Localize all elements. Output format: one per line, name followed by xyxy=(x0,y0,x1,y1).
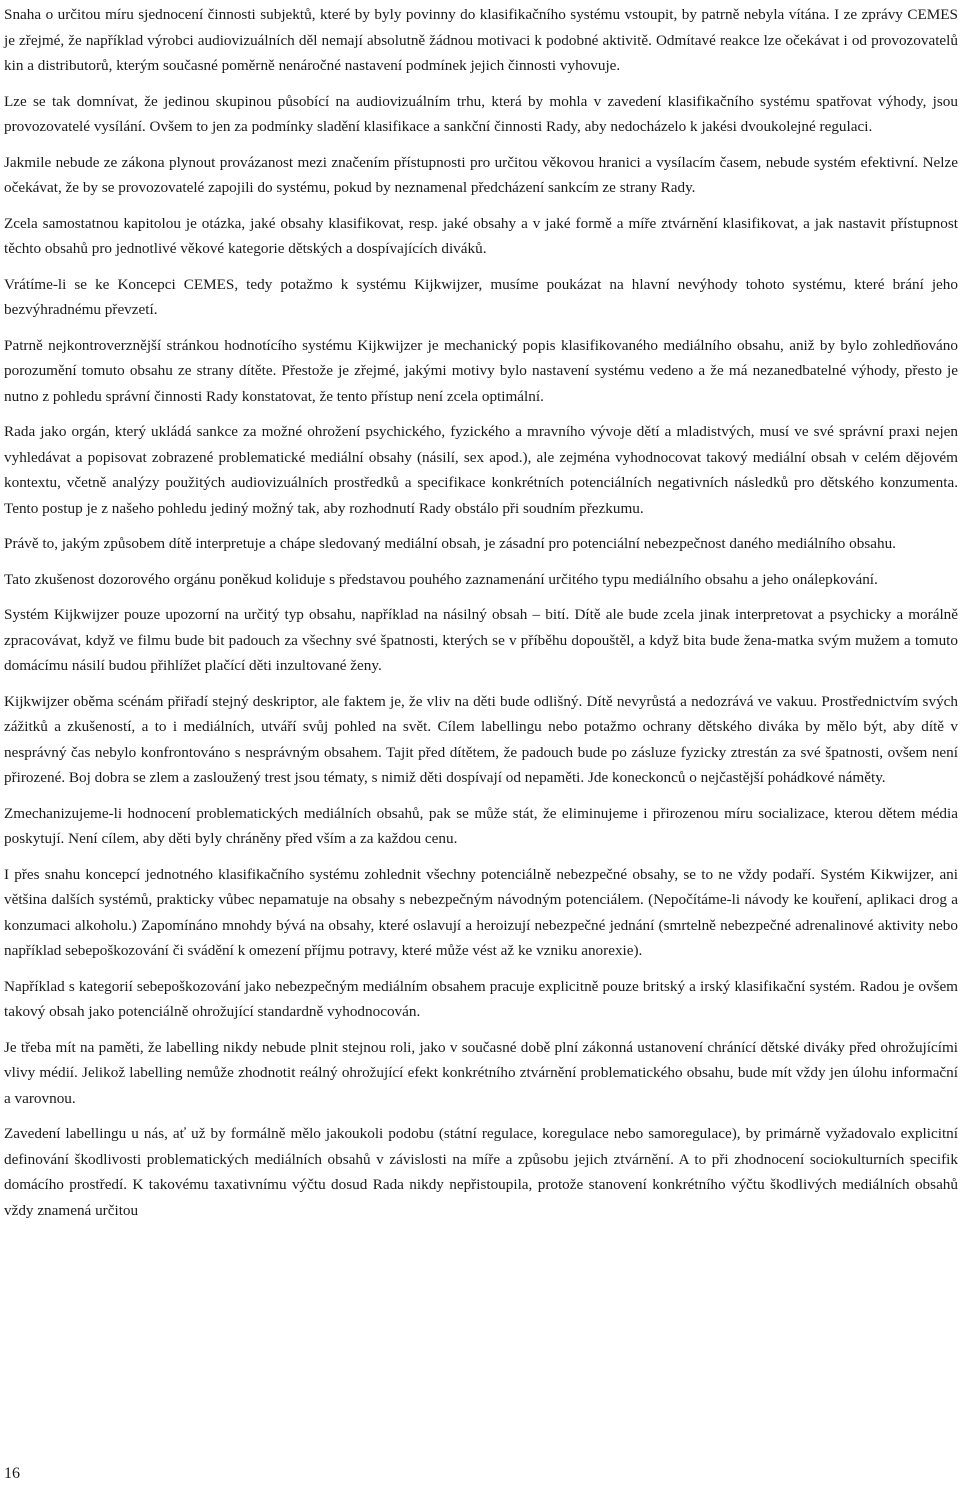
paragraph-4: Zcela samostatnou kapitolou je otázka, jaké obsahy klasifikovat, resp. jaké obsahy a v jaké formě a míře ztvárnění klasifikovat, a jak nastavit přístupnost těchto obsahů pro jednotlivé věkové kategorie dětských a dospívajících diváků. xyxy=(4,214,958,257)
paragraph-16: Zavedení labellingu u nás, ať už by formálně mělo jakoukoli podobu (státní regulace, koregulace nebo samoregulace), by primárně vyžadovalo explicitní definování škodlivosti problematických mediálních obsahů v závislosti na míře a způsobu jejich ztvárnění. A to při zhodnocení sociokulturních specifik domácího prostředí. K takovému taxativnímu výčtu dosud Rada nikdy nepřistoupila, protože stanovení konkrétního výčtu škodlivých mediálních obsahů vždy znamená určitou xyxy=(4,1125,958,1219)
paragraph-9: Tato zkušenost dozorového orgánu poněkud koliduje s představou pouhého zaznamenání určitého typu mediálního obsahu a jeho onálepkování. xyxy=(4,570,878,588)
paragraph-5: Vrátíme-li se ke Koncepci CEMES, tedy potažmo k systému Kijkwijzer, musíme poukázat na hlavní nevýhody tohoto systému, které brání jeho bezvýhradnému převzetí. xyxy=(4,275,958,318)
paragraph-12: Zmechanizujeme-li hodnocení problematických mediálních obsahů, pak se může stát, že eliminujeme i přirozenou míru socializace, kterou dětem média poskytují. Není cílem, aby děti byly chráněny před vším a za každou cenu. xyxy=(4,804,958,847)
paragraph-14: Například s kategorií sebepoškozování jako nebezpečným mediálním obsahem pracuje explicitně pouze britský a irský klasifikační systém. Radou je ovšem takový obsah jako potenciálně ohrožující standardně vyhodnocován. xyxy=(4,977,958,1020)
paragraph-3: Jakmile nebude ze zákona plynout provázanost mezi značením přístupnosti pro určitou věkovou hranici a vysílacím časem, nebude systém efektivní. Nelze očekávat, že by se provozovatelé zapojili do systému, pokud by neznamenal předcházení sankcím ze strany Rady. xyxy=(4,153,958,196)
paragraph-6: Patrně nejkontroverznější stránkou hodnotícího systému Kijkwijzer je mechanický popis klasifikovaného mediálního obsahu, aniž by bylo zohledňováno porozumění tomuto obsahu ze strany dítěte. Přestože je zřejmé, jakými motivy bylo nastavení systému vedeno a že má nezanedbatelné výhody, přesto je nutno z pohledu správní činnosti Rady konstatovat, že tento přístup není zcela optimální. xyxy=(4,336,958,405)
paragraph-11: Kijkwijzer oběma scénám přiřadí stejný deskriptor, ale faktem je, že vliv na děti bude odlišný. Dítě nevyrůstá a nedozrává ve vakuu. Prostřednictvím svých zážitků a zkušeností, a to i mediálních, utváří svůj pohled na svět. Cílem labellingu nebo potažmo ochrany dětského diváka by mělo být, aby dítě v nesprávný čas nebylo konfrontováno s nesprávným obsahem. Tajit před dítětem, že padouch bude po zásluze fyzicky ztrestán za své špatnosti, ovšem není přirozené. Boj dobra se zlem a zasloužený trest jsou tématy, s nimiž děti dospívají od nepaměti. Jde koneckonců o nejčastější pohádkové náměty. xyxy=(4,692,958,786)
paragraph-10: Systém Kijkwijzer pouze upozorní na určitý typ obsahu, například na násilný obsah – bití. Dítě ale bude zcela jinak interpretovat a psychicky a morálně zpracovávat, když ve filmu bude bit padouch za všechny své špatnosti, kterých se v příběhu dopouštěl, a když bita bude žena-matka svým mužem a tomuto domácímu násilí budou přihlížet plačící děti inzultované ženy. xyxy=(4,606,958,674)
page-number: 16 xyxy=(4,1465,20,1482)
paragraph-7: Rada jako orgán, který ukládá sankce za možné ohrožení psychického, fyzického a mravního vývoje dětí a mladistvých, musí ve své správní praxi nejen vyhledávat a popisovat zobrazené problematické mediální obsahy (násilí, sex apod.), ale zejména vyhodnocovat takový mediální obsah v celém dějovém kontextu, včetně analýzy použitých audiovizuálních prostředků a specifikace konkrétních potenciálních negativních následků pro dětského konzumenta. Tento postup je z našeho pohledu jediný možný tak, aby rozhodnutí Rady obstálo při soudním přezkumu. xyxy=(4,423,958,517)
paragraph-2: Lze se tak domnívat, že jedinou skupinou působící na audiovizuálním trhu, která by mohla v zavedení klasifikačního systému spatřovat výhody, jsou provozovatelé vysílání. Ovšem to jen za podmínky sladění klasifikace a sankční činnosti Rady, aby nedocházelo k jakési dvoukolejné regulaci. xyxy=(4,92,958,135)
paragraph-1: Snaha o určitou míru sjednocení činnosti subjektů, které by byly povinny do klasifikačního systému vstoupit, by patrně nebyla vítána. I ze zprávy CEMES je zřejmé, že například výrobci audiovizuálních děl nemají absolutně žádnou motivaci k podobné aktivitě. Odmítavé reakce lze očekávat i od provozovatelů kin a distributorů, kterým současné poměrně nenáročné nastavení podmínek jejich činnosti vyhovuje. xyxy=(4,6,958,74)
document-body xyxy=(4,2,958,1233)
paragraph-15: Je třeba mít na paměti, že labelling nikdy nebude plnit stejnou roli, jako v současné době plní zákonná ustanovení chránící dětské diváky před ohrožujícími vlivy médií. Jelikož labelling nemůže zhodnotit reálný ohrožující efekt konkrétního ztvárnění problematického obsahu, bude mít vždy jen úlohu informační a varovnou. xyxy=(4,1038,958,1107)
paragraph-8: Právě to, jakým způsobem dítě interpretuje a chápe sledovaný mediální obsah, je zásadní pro potenciální nebezpečnost daného mediálního obsahu. xyxy=(4,535,896,552)
paragraph-13: I přes snahu koncepcí jednotného klasifikačního systému zohlednit všechny potenciálně nebezpečné obsahy, se to ne vždy podaří. Systém Kikwijzer, ani většina dalších systémů, prakticky vůbec nepamatuje na obsahy s nebezpečným návodným potenciálem. (Nepočítáme-li návody ke kouření, aplikaci drog a konzumaci alkoholu.) Zapomínáno mnohdy bývá na obsahy, které oslavují a heroizují nebezpečné jednání (smrtelně nebezpečné adrenalinové aktivity nebo například sebepoškozování či svádění k omezení příjmu potravy, které může vést až ke vzniku anorexie). xyxy=(4,865,958,959)
